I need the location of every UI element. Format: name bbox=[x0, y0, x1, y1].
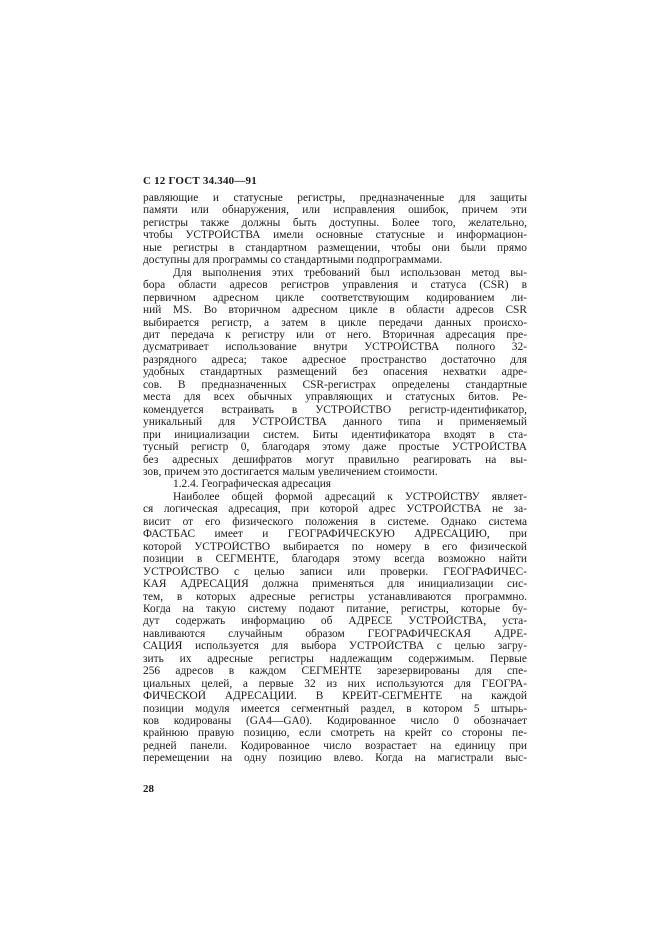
text-line: памяти или обнаружения, или исправления ошибок, причем эти bbox=[143, 204, 527, 217]
text-line: позиции модуля имеется сегментный раздел, в котором 5 штырь- bbox=[143, 702, 527, 715]
text-line: дусматривает использование внутри УСТРОЙСТВА полного 32- bbox=[143, 341, 527, 354]
text-line: чтобы УСТРОЙСТВА имели основные статусные и информацион- bbox=[143, 229, 527, 242]
text-line: которой УСТРОЙСТВО выбирается по номеру в его физической bbox=[143, 540, 527, 553]
text-line: дит передача к регистру или от него. Вторичная адресация пре- bbox=[143, 328, 527, 341]
text-line: КАЯ АДРЕСАЦИЯ должна применяться для инициализации сис- bbox=[143, 578, 527, 591]
text-line: ков кодированы (GA4—GA0). Кодированное число 0 обозначает bbox=[143, 715, 527, 728]
text-line: доступны для программы со стандартными подпрограммами. bbox=[143, 254, 443, 267]
text-line: разрядного адреса; такое адресное пространство достаточно для bbox=[143, 353, 527, 366]
text-line: висит от его физического положения в системе. Однако система bbox=[143, 515, 527, 528]
text-line: навливаются случайным образом ГЕОГРАФИЧЕСКАЯ АДРЕ- bbox=[143, 627, 527, 640]
text-line: дут содержать информацию об АДРЕСЕ УСТРОЙСТВА, уста- bbox=[143, 615, 527, 628]
text-line: ФИЧЕСКОЙ АДРЕСАЦИИ. В КРЕЙТ-СЕГМЕНТЕ на каждой bbox=[143, 690, 527, 703]
text-line: места для всех обычных управляющих и статусных битов. Ре- bbox=[143, 391, 527, 404]
text-line: тем, в которых адресные регистры устанавливаются программно. bbox=[143, 590, 527, 603]
running-head: С 12 ГОСТ 34.340—91 bbox=[143, 175, 257, 187]
text-line: зов, причем это достигается малым увеличением стоимости. bbox=[143, 465, 438, 478]
text-line: ные регистры в стандартном размещении, чтобы они были прямо bbox=[143, 241, 527, 254]
text-line: ся логическая адресация, при которой адрес УСТРОЙСТВА не за- bbox=[143, 503, 527, 516]
text-line: при инициализации систем. Биты идентификатора входят в ста- bbox=[143, 428, 527, 441]
text-line: 256 адресов в каждом СЕГМЕНТЕ зарезервированы для спе- bbox=[143, 665, 527, 678]
text-line: крайнюю правую позицию, если смотреть на крейт со стороны пе- bbox=[143, 727, 527, 740]
text-line: перемещении на одну позицию влево. Когда на магистрали выс- bbox=[143, 752, 527, 765]
text-line: без адресных дешифратов могут правильно реагировать на вы- bbox=[143, 453, 527, 466]
text-line: выбирается регистр, а затем в цикле передачи данных происхо- bbox=[143, 316, 527, 329]
text-line: тусный регистр 0, благодаря этому даже простые УСТРОЙСТВА bbox=[143, 441, 527, 454]
text-line: позиции в СЕГМЕНТЕ, благодаря этому всегда возможно найти bbox=[143, 553, 527, 566]
text-line: ФАСТБАС имеет и ГЕОГРАФИЧЕСКУЮ АДРЕСАЦИЮ, при bbox=[143, 528, 527, 541]
text-line: ний MS. Во вторичном адресном цикле в области адресов CSR bbox=[143, 304, 527, 317]
text-line: САЦИЯ используется для выбора УСТРОЙСТВА с целью загру- bbox=[143, 640, 527, 653]
text-line: равляющие и статусные регистры, предназначенные для защиты bbox=[143, 192, 527, 204]
text-line: уникальный для УСТРОЙСТВА данного типа и применяемый bbox=[143, 416, 527, 429]
text-line: редней панели. Кодированное число возрастает на единицу при bbox=[143, 739, 527, 752]
text-line: первичном адресном цикле соответствующим кодированием ли- bbox=[143, 291, 527, 304]
body-text bbox=[143, 192, 527, 765]
text-line: бора области адресов регистров управления и статуса (CSR) в bbox=[143, 279, 527, 292]
text-line: циальных целей, а первые 32 из них используются для ГЕОГРА- bbox=[143, 677, 527, 690]
text-line: удобных стандартных размещений без опасения нехватки адре- bbox=[143, 366, 527, 379]
text-line: зить их адресные регистры надлежащим содержимым. Первые bbox=[143, 652, 527, 665]
text-line: сов. В предназначенных CSR-регистрах определены стандартные bbox=[143, 378, 527, 391]
section-heading: 1.2.4. Географическая адресация bbox=[173, 478, 332, 491]
text-line: Для выполнения этих требований был использован метод вы- bbox=[173, 266, 527, 279]
text-line: регистры также должны быть доступны. Более того, желательно, bbox=[143, 216, 527, 229]
text-line: УСТРОЙСТВО с целью записи или проверки. ГЕОГРАФИЧЕС- bbox=[143, 565, 527, 578]
page-number: 28 bbox=[143, 783, 154, 795]
text-line: комендуется встраивать в УСТРОЙСТВО регистр-идентификатор, bbox=[143, 403, 527, 416]
text-line: Когда на такую систему подают питание, регистры, которые бу- bbox=[143, 602, 527, 615]
text-line: Наиболее общей формой адресаций к УСТРОЙСТВУ являет- bbox=[173, 490, 527, 503]
